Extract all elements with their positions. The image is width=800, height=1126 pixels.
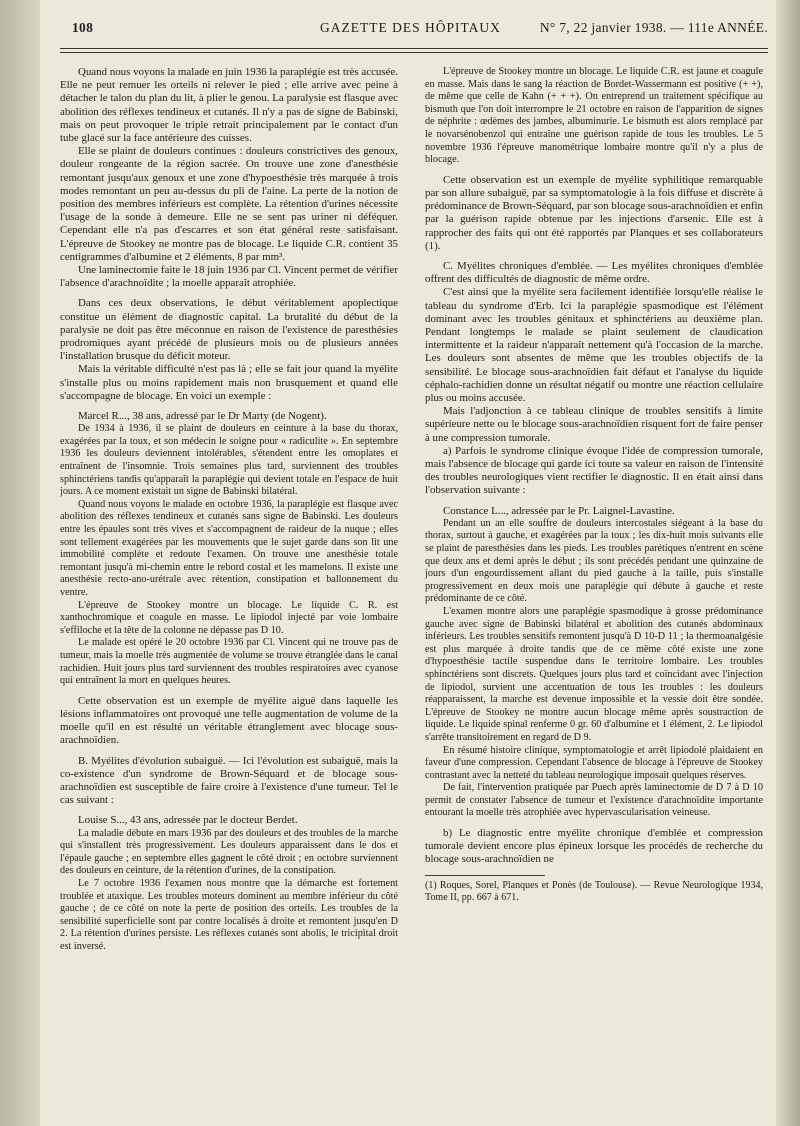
page-number: 108 [72,20,94,35]
paragraph: B. Myélites d'évolution subaiguë. — Ici l'évolution est subaiguë, mais la co-existence d'un syndrome de Brown-Séquard et de blocage sous-arachnoïdien est susceptible de faire croire à l'existence d'une tumeur. Tel le cas suivant : [60,754,398,807]
paragraph: Marcel R..., 38 ans, adressé par le Dr Marty (de Nogent). [78,410,327,423]
paragraph: Cette observation est un exemple de myélite syphilitique remarquable par son allure subaiguë, par sa symptomatologie à la fois diffuse et discrète à prédominance de Brown-Séquard, par son blocage sous-arachnoïdien et enfin par la guérison rapide obtenue par les injections d'arsenic. Elle est à rapprocher des faits qui ont été rapportés par Planques et ses collaborateurs (1). [425,173,763,252]
paragraph: La maladie débute en mars 1936 par des douleurs et des troubles de la marche qui s'installent très progressivement. Les douleurs apparaissent dans le dos et l'épaule gauche ; en septembre elles gagnent le côté droit ; en octobre surviennent des douleurs en ceinture, de la rétention d'urines, de la constipation. [60,827,398,877]
paragraph: Louise S..., 43 ans, adressée par le docteur Berdet. [78,814,298,827]
paragraph: Le malade est opéré le 20 octobre 1936 par Cl. Vincent qui ne trouve pas de tumeur, mais la moelle très augmentée de volume se trouve étranglée dans le canal rachidien. Huit jours plus tard surviennent des troubles respiratoires avec cyanose qui entraînent la mort en quelques heures. [60,637,398,687]
paragraph: De fait, l'intervention pratiquée par Puech après laminectomie de D 7 à D 10 permit de constater l'absence de tumeur et l'existence d'arachnoïdite importante entourant la moelle très atrophiée avec hypervascularisation veineuse. [425,782,763,819]
journal-title: GAZETTE DES HÔPITAUX [320,20,501,35]
page-edge-right [776,0,800,1126]
paragraph: Constance L..., adressée par le Pr. Laignel-Lavastine. [443,504,675,517]
left-column [60,66,398,1118]
paragraph: Quand nous voyons la malade en juin 1936 la paraplégie est très accusée. Elle ne peut remuer les orteils ni relever le pied ; elle arrive avec peine à détacher le talon du plan du lit, à plier le genou. La paralysie est flasque avec abolition des réflexes tendineux et cutanés. Il n'y a pas de signe de Babinski, mais on peut provoquer le triple retrait principalement par le contact d'un tube glacé sur la face antérieure des cuisses. [60,66,398,145]
right-column [425,66,763,1118]
paragraph: En résumé histoire clinique, symptomatologie et arrêt lipiodolé plaidaient en faveur d'une compression. Cependant l'absence de blocage à l'épreuve de Stookey contrastant avec la netteté du tableau neurologique imposait quelques réserves. [425,744,763,781]
paragraph: Dans ces deux observations, le début véritablement apoplectique constitue un élément de diagnostic capital. La brutalité du début de la paralysie ne doit pas être méconnue en raison de l'existence de paresthésies prodromiques ayant précédé de plusieurs mois ou de plusieurs années l'installation brusque du déficit moteur. [60,297,398,363]
paragraph: Le 7 octobre 1936 l'examen nous montre que la démarche est fortement troublée et ataxique. Les troubles moteurs dominent au membre inférieur du côté gauche ; de ce côté on note la perte de position des orteils. Les troubles de la sensibilité superficielle sont par contre localisés à droite et remontent jusqu'en D 2. La rétention d'urines persiste. Les réflexes cutanés sont abolis, le tricipital droit est inversé. [60,877,398,952]
paragraph: Une laminectomie faite le 18 juin 1936 par Cl. Vincent permet de vérifier l'absence d'arachnoïdite ; la moelle apparaît atrophiée. [60,264,398,290]
paragraph: C'est ainsi que la myélite sera facilement identifiée lorsqu'elle réalise le tableau du syndrome d'Erb. Ici la paraplégie spasmodique est l'élément dominant avec les troubles génitaux et sphinctériens au deuxième plan. Pendant longtemps le malade se plaint seulement de claudication intermittente et la raideur n'apparaît nettement qu'à l'occasion de la marche. Les douleurs sont absentes de même que les troubles objectifs de la sensibilité. Le blocage sous-arachnoïdien fait défaut et l'analyse du liquide céphalo-rachidien donne un résultat négatif ou montre une réaction cellulaire plus ou moins accusée. [425,286,763,404]
paragraph: C. Myélites chroniques d'emblée. — Les myélites chroniques d'emblée offrent des difficultés de diagnostic de même ordre. [425,259,763,286]
paragraph: a) Parfois le syndrome clinique évoque l'idée de compression tumorale, mais l'absence de blocage qui garde ici toute sa valeur en raison de l'intensité des troubles neurologiques vient rectifier le diagnostic. Il en était ainsi dans l'observation suivante : [425,444,763,497]
footnote-rule [425,875,545,876]
binding-edge-left [0,0,40,1126]
paragraph: Quand nous voyons le malade en octobre 1936, la paraplégie est flasque avec abolition des réflexes tendineux et cutanés sans signe de Babinski. Les douleurs entre les épaules sont très vives et s'accompagnent de raideur de la nuque ; elles sont tellement exagérées par les mouvements que le sujet garde dans son lit une immobilité complète et redoute l'examen. On trouve une anesthésie totale remontant jusqu'à mi-chemin entre le rebord costal et les mamelons. Il existe une anesthésie recto-ano-urétrale avec rétention, constipation et ballonnement du ventre. [60,498,398,598]
paragraph: b) Le diagnostic entre myélite chronique d'emblée et compression tumorale devient encore plus épineux lorsque les procédés de recherche du blocage sous-arachnoïdien ne [425,827,763,866]
issue-info: N° 7, 22 janvier 1938. — 111e ANNÉE. [539,20,768,35]
paragraph: Elle se plaint de douleurs continues : douleurs constrictives des genoux, douleur rongeante de la région sacrée. On trouve une zone d'anesthésie remontant jusqu'aux genoux et une zone d'hypoesthésie très marquée à trois modes remontant un peu au-dessus du pli de l'aine. La perte de la notion de position des membres inférieurs est complète. La rétention d'urines nécessite l'usage de la sonde à demeure. Elle ne se sent pas uriner ni déféquer. Cependant elle n'a pas d'escarres et son état général reste satisfaisant. L'épreuve de Stookey ne montre pas de blocage. Le liquide C.R. contient 35 centigrammes d'albumine et 2 éléments, 8 par mm³. [60,145,398,263]
paragraph: De 1934 à 1936, il se plaint de douleurs en ceinture à la base du thorax, exagérées par la toux, et son médecin le soigne pour « radiculite ». En septembre 1936 les douleurs deviennent intolérables, s'étendent entre les omoplates et entraînent de l'insomnie. Trois semaines plus tard, surviennent des troubles sphinctériens tandis qu'apparaît la paraplégie qui devient totale en l'espace de huit jours. A ce moment existait un signe de Babinski bilatéral. [60,423,398,498]
paragraph: L'épreuve de Stookey montre un blocage. Le liquide C. R. est xanthochromique et coagule en masse. Le lipiodol injecté par voie lombaire s'effiloche et la tête de la colonne ne dépasse pas D 10. [60,599,398,636]
paragraph: Mais la véritable difficulté n'est pas là ; elle se fait jour quand la myélite s'installe plus ou moins rapidement mais non brusquement et quand elle s'accompagne de blocage. En voici un exemple : [60,363,398,402]
footnote: (1) Roques, Sorel, Planques et Ponès (de Toulouse). — Revue Neurologique 1934, Tome II, pp. 667 à 671. [425,879,763,904]
paragraph: Cette observation est un exemple de myélite aiguë dans laquelle les lésions inflammatoires ont provoqué une telle augmentation de volume de la moelle qu'il en est résulté un véritable étranglement avec blocage sous-arachnoïdien. [60,694,398,747]
header-rule [60,48,768,53]
paragraph: L'examen montre alors une paraplégie spasmodique à grosse prédominance gauche avec signe de Babinski bilatéral et abolition des cutanés abdominaux inférieurs. Les troubles sensitifs remontent jusqu'à D 10-D 11 ; la thermoanalgésie est plus marquée à droite tandis que de ce même côté existe une zone d'hypoesthésie tactile suspendue dans le territoire lombaire. Les troubles sphinctériens sont discrets. Quelques jours plus tard et coïncidant avec l'injection de lipiodol, survient une accentuation de tous les troubles : les douleurs réapparaissent, la marche est devenue impossible et la vessie doit être sondée. L'épreuve de Stookey ne montre aucun blocage même après soustraction de liquide. Le liquide spinal renferme 0 gr. 60 d'albumine et 1 élément, 2. Le lipiodol s'arrête transitoirement en regard de D 9. [425,605,763,743]
paragraph: Pendant un an elle souffre de douleurs intercostales siégeant à la base du thorax, surtout à gauche, et exagérées par la toux ; les dix-huit mois suivants elle se plaint de paresthésies dans les pieds. Les troubles parétiques n'entrent en scène que deux ans et demi après le début ; ils sont précédés pendant une quinzaine de jours d'un engourdissement allant du pied gauche à la taille, puis s'installe progressivement en deux mois une paraplégie qui débute à gauche et reste prédominante de ce côté. [425,517,763,605]
paragraph: L'épreuve de Stookey montre un blocage. Le liquide C.R. est jaune et coagule en masse. Mais dans le sang la réaction de Bordet-Wassermann est positive (+ +), de même que celle de Kahn (+ + +). On entreprend un traitement spécifique au bismuth que l'on doit interrompre le 21 octobre en raison de l'apparition de signes de néphrite : œdèmes des jambes, albuminurie. Le bismuth est alors remplacé par le novarsénobenzol qui entraîne une guérison rapide de tous les troubles. Le 5 novembre 1936 l'épreuve manométrique lombaire montre qu'il n'y a plus de blocage. [425,66,763,166]
paragraph: Mais l'adjonction à ce tableau clinique de troubles sensitifs à limite supérieure nette ou le blocage sous-arachnoïdien risquent fort de faire penser à une compression tumorale. [425,405,763,444]
running-header [60,20,768,42]
